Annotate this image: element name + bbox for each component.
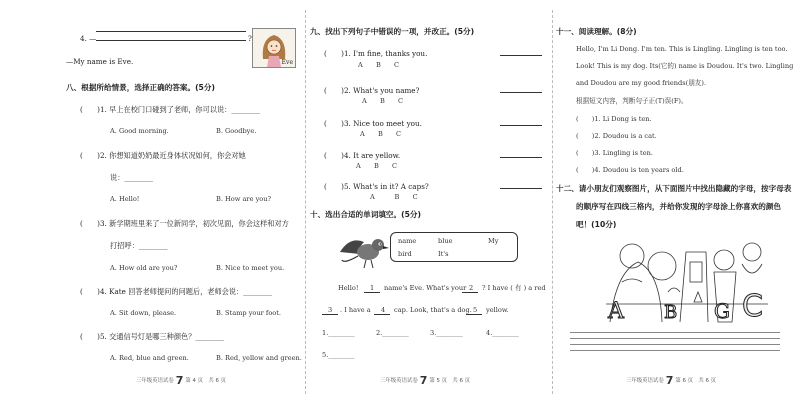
s8-q2-a: A. Hello! bbox=[110, 195, 140, 203]
passage-hello: Hello! bbox=[338, 284, 359, 292]
judge-3: ( )3. Lingling is ten. bbox=[576, 149, 653, 157]
q4-prefix: 4. — bbox=[80, 34, 97, 43]
section12-line2: 的顺序写在四线三格内，并给你发现的字母涂上你喜欢的颜色 bbox=[576, 202, 782, 211]
footer-num: 7 bbox=[665, 374, 674, 387]
passage-blank-1: 1 bbox=[370, 284, 375, 292]
passage-part6: yellow. bbox=[486, 306, 509, 314]
s8-q1-a: A. Good morning. bbox=[110, 127, 169, 135]
word-my: My bbox=[488, 237, 499, 245]
letter-b: B bbox=[664, 302, 678, 323]
passage-part4: . I have a bbox=[340, 306, 371, 314]
footer-num: 7 bbox=[419, 374, 428, 387]
word-bird: bird bbox=[398, 250, 412, 258]
s8-q1: ( )1. 早上在校门口碰到了老师，你可以说：________ bbox=[80, 105, 261, 114]
section12-title: 十二、请小朋友们观察图片，从下面图片中找出隐藏的字母，按字母表 bbox=[556, 184, 792, 193]
section12-line3: 吧！(10分) bbox=[576, 220, 617, 229]
q4-line-1 bbox=[96, 31, 246, 32]
q4-answer: —My name is Eve. bbox=[66, 57, 134, 66]
s9-q4-abc: A B C bbox=[356, 162, 398, 170]
s8-q4-b: B. Stamp your foot. bbox=[216, 309, 282, 317]
s8-q1-b: B. Goodbye. bbox=[216, 127, 257, 135]
footer-page: 第 5 页 共 6 页 bbox=[429, 378, 471, 384]
passage-blank-4-line bbox=[374, 314, 390, 315]
passage-blank-5-line bbox=[466, 314, 482, 315]
s8-q5-b: B. Red, yellow and green. bbox=[216, 354, 302, 362]
s9-q1-line bbox=[500, 55, 542, 56]
word-blue: blue bbox=[438, 237, 453, 245]
passage-blank-2: 2 bbox=[469, 284, 474, 292]
word-its: It's bbox=[438, 250, 449, 258]
fill-1: 1.________ bbox=[322, 329, 355, 337]
s9-q1: ( )1. I'm fine, thanks you. bbox=[324, 49, 428, 58]
letter-a: A bbox=[608, 299, 624, 324]
q4-line-2 bbox=[96, 40, 246, 41]
s8-q4: ( )4. Kate 回答老师提问的问题后，老师会说：________ bbox=[80, 287, 272, 296]
s9-q5-abc: A B C bbox=[370, 193, 418, 201]
footer-title: 三年级英语试卷 bbox=[626, 378, 664, 384]
section9-title: 九、找出下列句子中错误的一项，并改正。(5分) bbox=[310, 27, 475, 36]
footer-title: 三年级英语试卷 bbox=[136, 378, 174, 384]
s9-q2-abc: A B C bbox=[362, 97, 404, 105]
four-line-4 bbox=[570, 350, 780, 351]
s9-q1-abc: A B C bbox=[358, 61, 400, 69]
s9-q2: ( )2. What's you name? bbox=[324, 86, 420, 95]
girl-label: Eve bbox=[281, 59, 293, 66]
column-middle bbox=[310, 0, 550, 404]
passage-blank-1-line bbox=[364, 292, 380, 293]
footer-page: 第 4 页 共 6 页 bbox=[185, 378, 227, 384]
s8-q2-cont: 说：________ bbox=[110, 173, 154, 182]
s8-q2-b: B. How are you? bbox=[216, 195, 272, 203]
s8-q3: ( )3. 新学期班里来了一位新同学，初次见面，你会这样和对方 bbox=[80, 219, 289, 228]
reading-line-2: Look! This is my dog. Its(它的) name is Doudou. It's two. Lingling bbox=[576, 62, 794, 70]
section10-title: 十、选出合适的单词填空。(5分) bbox=[310, 210, 421, 219]
s8-q3-cont: 打招呼：________ bbox=[110, 241, 168, 250]
s8-q5: ( )5. 交通信号灯是哪三种颜色？________ bbox=[80, 332, 225, 341]
s9-q5: ( )5. What's in it? A caps? bbox=[324, 182, 429, 191]
s9-q4-line bbox=[500, 157, 542, 158]
s8-q3-a: A. How old are you? bbox=[110, 264, 178, 272]
footer-page: 第 6 页 共 6 页 bbox=[675, 378, 717, 384]
s8-q4-a: A. Sit down, please. bbox=[110, 309, 177, 317]
word-name: name bbox=[398, 237, 417, 245]
footer-title: 三年级英语试卷 bbox=[380, 378, 418, 384]
passage-blank-3-line bbox=[322, 314, 338, 315]
section11-title: 十一、阅读理解。(8分) bbox=[556, 27, 637, 36]
s9-q5-line bbox=[500, 188, 542, 189]
girl-picture bbox=[252, 28, 296, 68]
passage-part5: cap. Look, that's a dog. bbox=[394, 306, 472, 314]
s9-q4: ( )4. It are yellow. bbox=[324, 151, 401, 160]
passage-blank-5: 5 bbox=[473, 306, 478, 314]
q4-qmark: ? bbox=[248, 34, 252, 43]
fill-2: 2.________ bbox=[376, 329, 409, 337]
bird-illustration bbox=[338, 230, 390, 270]
column-divider bbox=[552, 10, 553, 394]
s9-q3: ( )3. Nice too meet you. bbox=[324, 119, 422, 128]
s8-q2: ( )2. 你想知道奶奶最近身体状况如何，你会对她 bbox=[80, 151, 246, 160]
reading-line-1: Hello, I'm Li Dong. I'm ten. This is Lingling. Lingling is ten too. bbox=[576, 45, 788, 53]
judge-4: ( )4. Doudou is ten years old. bbox=[576, 166, 684, 174]
footer-page6 bbox=[626, 375, 716, 386]
column-right bbox=[556, 0, 792, 404]
s9-q2-line bbox=[500, 92, 542, 93]
hidden-letters-picture bbox=[602, 232, 772, 324]
passage-part2: name's Eve. What's your bbox=[384, 284, 467, 292]
letter-c: C bbox=[742, 289, 763, 324]
reading-instruction: 根据短文内容，判断句子正(T)误(F)。 bbox=[576, 97, 688, 105]
footer-page4 bbox=[136, 375, 226, 386]
passage-blank-4: 4 bbox=[381, 306, 386, 314]
footer-num: 7 bbox=[175, 374, 184, 387]
column-left bbox=[66, 0, 304, 404]
fill-3: 3.________ bbox=[430, 329, 463, 337]
reading-line-3: and Doudou are my good friends(朋友). bbox=[576, 79, 707, 87]
s9-q3-line bbox=[500, 125, 542, 126]
judge-2: ( )2. Doudou is a cat. bbox=[576, 132, 657, 140]
judge-1: ( )1. Li Dong is ten. bbox=[576, 115, 652, 123]
s8-q5-a: A. Red, blue and green. bbox=[110, 354, 189, 362]
footer-page5 bbox=[380, 375, 470, 386]
s9-q3-abc: A B C bbox=[360, 130, 402, 138]
fill-4: 4.________ bbox=[486, 329, 519, 337]
four-line-3 bbox=[570, 344, 780, 345]
section8-title: 八、根据所给情景，选择正确的答案。(5分) bbox=[66, 83, 215, 92]
passage-blank-3: 3 bbox=[328, 306, 333, 314]
column-divider bbox=[305, 10, 306, 394]
passage-part3: ? I have ( 有 ) a red bbox=[482, 284, 546, 292]
fill-5: 5.________ bbox=[322, 351, 355, 359]
passage-blank-2-line bbox=[462, 292, 478, 293]
four-line-1 bbox=[570, 332, 780, 333]
s8-q3-b: B. Nice to meet you. bbox=[216, 264, 285, 272]
four-line-2 bbox=[570, 338, 780, 339]
letter-g: G bbox=[714, 299, 730, 323]
